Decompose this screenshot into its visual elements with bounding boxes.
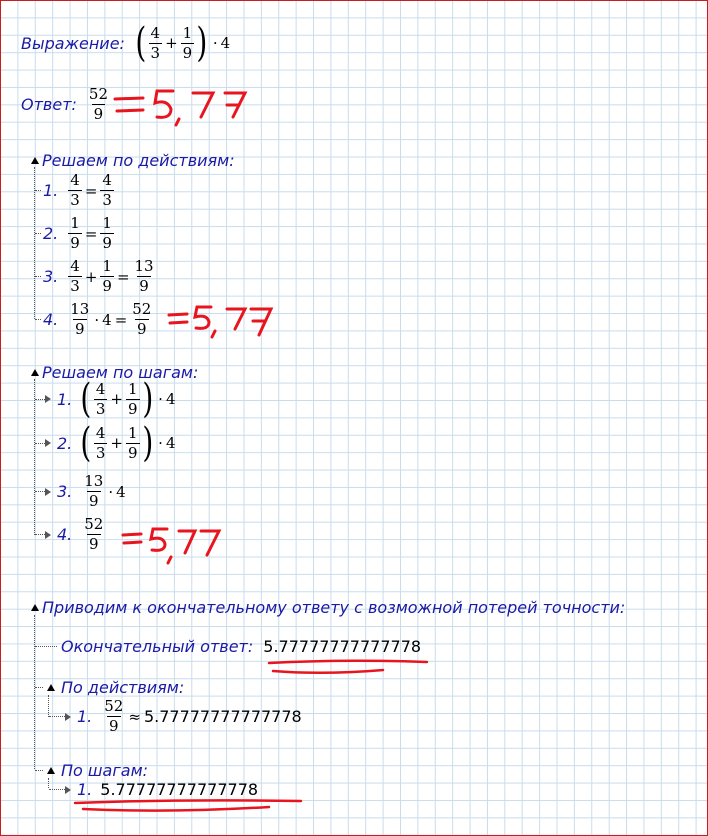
collapse-triangle-icon[interactable] [31,157,39,164]
collapse-triangle-icon[interactable] [31,369,39,376]
final-answer-value: 5.77777777777778 [263,637,422,656]
final-answer-row[interactable]: Окончательный ответ: 5.77777777777778 [35,637,421,656]
collapse-triangle-icon[interactable] [31,604,39,611]
expand-triangle-icon[interactable] [65,713,71,721]
handwritten-underline-1 [263,657,433,677]
step-2[interactable]: 2. ( $\frac{4}{3}$ + $\frac{1}{9}$ ) · 4 [35,425,175,461]
expand-triangle-icon[interactable] [45,488,51,496]
handwritten-underline-2 [71,797,311,815]
by-actions-header[interactable]: Решаем по действиям: [31,151,235,170]
step-3[interactable]: 3. $\frac{13}{9}$ · 4 [35,474,126,509]
final-by-actions-header[interactable]: По действиям: [35,678,184,697]
action-step-1[interactable]: 1. $\frac{4}{3}$ = $\frac{4}{3}$ [35,173,114,208]
final-by-steps-header[interactable]: По шагам: [35,761,148,780]
step-1[interactable]: 1. ( $\frac{4}{3}$ + $\frac{1}{9}$ ) · 4 [35,381,175,417]
expand-triangle-icon[interactable] [45,439,51,447]
action-step-3[interactable]: 3. $\frac{4}{3}$ + $\frac{1}{9}$ = $\frac{13}{9}$ [35,259,156,294]
answer-label: Ответ: [21,95,77,114]
handwritten-note-3 [119,521,225,565]
collapse-triangle-icon[interactable] [47,684,55,691]
by-steps-header[interactable]: Решаем по шагам: [31,363,198,382]
expression-math[interactable]: ( $\frac{4}{3}$ + $\frac{1}{9}$ ) · 4 [135,20,231,66]
expression-label: Выражение: [21,33,125,53]
expand-triangle-icon[interactable] [65,786,71,794]
final-header[interactable]: Приводим к окончательному ответу с возможной потерей точности: [31,598,625,617]
expression-row [21,20,231,66]
answer-value[interactable]: $\frac{52}{9}$ [88,85,108,123]
handwritten-note-2 [165,301,277,341]
handwritten-note-1 [109,83,249,127]
final-by-actions-step[interactable]: 1. $\frac{52}{9}$ ≈ 5.77777777777778 [49,699,302,734]
expand-triangle-icon[interactable] [45,395,51,403]
action-step-4[interactable]: 4. $\frac{13}{9}$ · 4 = $\frac{52}{9}$ [35,302,153,337]
collapse-triangle-icon[interactable] [47,767,55,774]
answer-row [21,87,110,122]
action-step-2[interactable]: 2. $\frac{1}{9}$ = $\frac{1}{9}$ [35,216,114,251]
final-by-steps-step[interactable]: 1. 5.77777777777778 [49,780,258,799]
expand-triangle-icon[interactable] [45,531,51,539]
step-4[interactable]: 4. $\frac{52}{9}$ [35,517,105,552]
